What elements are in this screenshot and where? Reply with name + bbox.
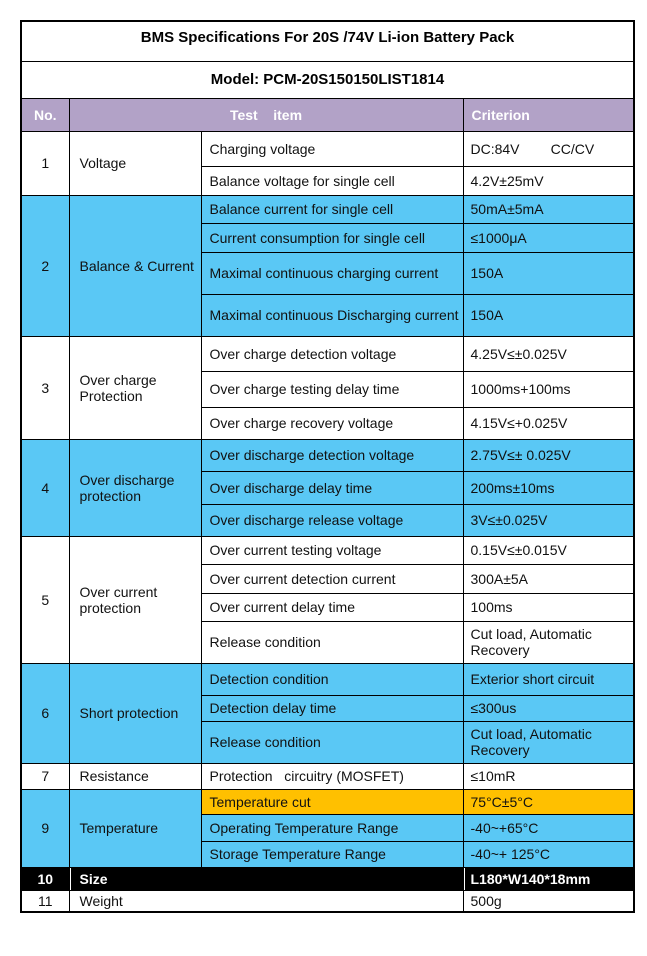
table-row bbox=[21, 789, 634, 814]
criterion-cell: -40~+65°C bbox=[463, 814, 634, 841]
row-no: 5 bbox=[21, 536, 69, 663]
test-item-cell: Balance current for single cell bbox=[201, 195, 463, 223]
criterion-cell: -40~+ 125°C bbox=[463, 841, 634, 867]
row-no: 6 bbox=[21, 663, 69, 763]
test-item-cell: Over current delay time bbox=[201, 593, 463, 621]
table-row bbox=[21, 663, 634, 695]
table-row bbox=[21, 336, 634, 371]
criterion-cell: 500g bbox=[463, 890, 634, 912]
category-cell: Over current protection bbox=[69, 536, 201, 663]
criterion-cell: Cut load, Automatic Recovery bbox=[463, 621, 634, 663]
category-cell: Weight bbox=[69, 890, 463, 912]
row-no: 4 bbox=[21, 439, 69, 536]
criterion-cell: 2.75V≤± 0.025V bbox=[463, 439, 634, 471]
test-item-cell: Balance voltage for single cell bbox=[201, 166, 463, 195]
test-item-cell: Over charge detection voltage bbox=[201, 336, 463, 371]
page-title: BMS Specifications For 20S /74V Li-ion Battery Pack bbox=[21, 21, 634, 61]
criterion-cell: 4.15V≤+0.025V bbox=[463, 407, 634, 439]
criterion-cell: 3V≤±0.025V bbox=[463, 504, 634, 536]
category-cell: Size bbox=[69, 867, 463, 890]
test-item-cell: Charging voltage bbox=[201, 131, 463, 166]
category-cell: Voltage bbox=[69, 131, 201, 195]
model-title: Model: PCM-20S150150LIST1814 bbox=[21, 61, 634, 98]
table-row bbox=[21, 763, 634, 789]
test-item-cell: Temperature cut bbox=[201, 789, 463, 814]
criterion-cell: 150A bbox=[463, 294, 634, 336]
category-cell: Temperature bbox=[69, 789, 201, 867]
row-no: 7 bbox=[21, 763, 69, 789]
model-row bbox=[21, 61, 634, 98]
criterion-cell: 200ms±10ms bbox=[463, 471, 634, 504]
row-no: 10 bbox=[21, 867, 69, 890]
criterion-cell: ≤10mR bbox=[463, 763, 634, 789]
test-item-cell: Over charge testing delay time bbox=[201, 371, 463, 407]
table-row bbox=[21, 890, 634, 912]
criterion-cell: 4.2V±25mV bbox=[463, 166, 634, 195]
test-item-cell: Over discharge release voltage bbox=[201, 504, 463, 536]
category-cell: Short protection bbox=[69, 663, 201, 763]
table-row bbox=[21, 867, 634, 890]
test-item-cell: Maximal continuous charging current bbox=[201, 252, 463, 294]
criterion-cell: Cut load, Automatic Recovery bbox=[463, 721, 634, 763]
criterion-cell: 50mA±5mA bbox=[463, 195, 634, 223]
table-row bbox=[21, 536, 634, 564]
bms-spec-table bbox=[20, 20, 635, 913]
test-item-cell: Release condition bbox=[201, 721, 463, 763]
category-cell: Over discharge protection bbox=[69, 439, 201, 536]
criterion-cell: L180*W140*18mm bbox=[463, 867, 634, 890]
title-row bbox=[21, 21, 634, 61]
criterion-cell: ≤1000μA bbox=[463, 223, 634, 252]
table-row bbox=[21, 195, 634, 223]
test-item-cell: Over discharge delay time bbox=[201, 471, 463, 504]
criterion-cell: 300A±5A bbox=[463, 564, 634, 593]
criterion-cell: 0.15V≤±0.015V bbox=[463, 536, 634, 564]
criterion-cell: DC:84V CC/CV bbox=[463, 131, 634, 166]
test-item-cell: Detection delay time bbox=[201, 695, 463, 721]
table-header-row bbox=[21, 98, 634, 131]
row-no: 11 bbox=[21, 890, 69, 912]
row-no: 2 bbox=[21, 195, 69, 336]
test-item-cell: Storage Temperature Range bbox=[201, 841, 463, 867]
criterion-cell: Exterior short circuit bbox=[463, 663, 634, 695]
category-cell: Over charge Protection bbox=[69, 336, 201, 439]
header-no: No. bbox=[21, 98, 69, 131]
row-no: 3 bbox=[21, 336, 69, 439]
test-item-cell: Over current detection current bbox=[201, 564, 463, 593]
table-row bbox=[21, 439, 634, 471]
test-item-cell: Protection circuitry (MOSFET) bbox=[201, 763, 463, 789]
test-item-cell: Over charge recovery voltage bbox=[201, 407, 463, 439]
criterion-cell: 4.25V≤±0.025V bbox=[463, 336, 634, 371]
test-item-cell: Operating Temperature Range bbox=[201, 814, 463, 841]
criterion-cell: ≤300us bbox=[463, 695, 634, 721]
criterion-cell: 100ms bbox=[463, 593, 634, 621]
test-item-cell: Detection condition bbox=[201, 663, 463, 695]
criterion-cell: 75°C±5°C bbox=[463, 789, 634, 814]
table-row bbox=[21, 131, 634, 166]
category-cell: Balance & Current bbox=[69, 195, 201, 336]
test-item-cell: Over current testing voltage bbox=[201, 536, 463, 564]
test-item-cell: Current consumption for single cell bbox=[201, 223, 463, 252]
test-item-cell: Over discharge detection voltage bbox=[201, 439, 463, 471]
header-test-item: Test item bbox=[69, 98, 463, 131]
category-cell: Resistance bbox=[69, 763, 201, 789]
header-criterion: Criterion bbox=[463, 98, 634, 131]
criterion-cell: 150A bbox=[463, 252, 634, 294]
row-no: 9 bbox=[21, 789, 69, 867]
criterion-cell: 1000ms+100ms bbox=[463, 371, 634, 407]
row-no: 1 bbox=[21, 131, 69, 195]
test-item-cell: Release condition bbox=[201, 621, 463, 663]
test-item-cell: Maximal continuous Discharging current bbox=[201, 294, 463, 336]
